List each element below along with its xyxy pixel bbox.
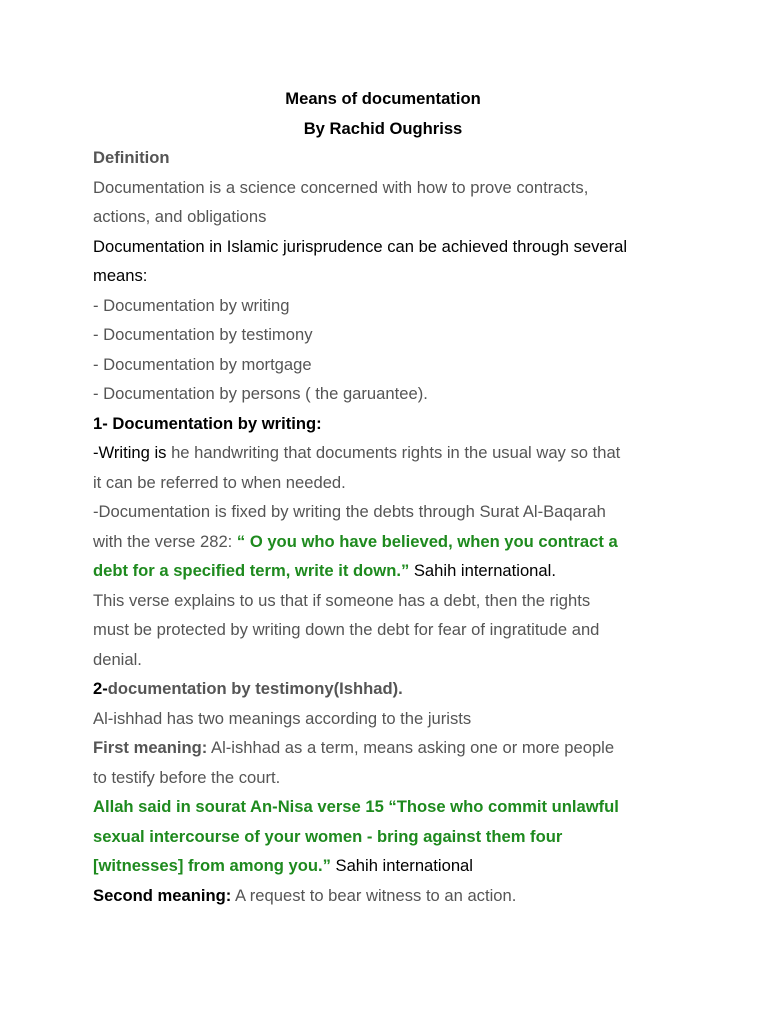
definition-heading: Definition xyxy=(93,148,170,167)
document-author: By Rachid Oughriss xyxy=(303,118,463,138)
section-1-heading: 1- Documentation by writing: xyxy=(93,413,322,433)
nisa-verse-line-3 xyxy=(93,851,683,881)
verse-282-source: Sahih international. xyxy=(409,561,556,580)
section-2-title: documentation by testimony(Ishhad). xyxy=(107,679,403,698)
definition-text-line-1: Documentation is a science concerned with how to prove contracts, xyxy=(93,177,589,197)
ishhad-intro: Al-ishhad has two meanings according to the jurists xyxy=(93,708,472,728)
means-list-item: - Documentation by mortgage xyxy=(93,354,312,374)
document-page xyxy=(93,84,683,910)
section-2-number: 2- xyxy=(93,679,108,698)
means-list-item: - Documentation by writing xyxy=(93,295,290,315)
first-meaning-line-1 xyxy=(93,733,683,763)
nisa-verse-line-1: Allah said in sourat An-Nisa verse 15 “Those who commit unlawful xyxy=(93,797,619,816)
fixed-by-writing-line-1: -Documentation is fixed by writing the debts through Surat Al-Baqarah xyxy=(93,502,606,521)
writing-prefix: -Writing is xyxy=(93,443,167,462)
first-meaning-label: First meaning: xyxy=(93,738,208,757)
writing-definition-line-2: it can be referred to when needed. xyxy=(93,472,346,492)
verse-explanation-line-3: denial. xyxy=(93,649,142,669)
second-meaning-label: Second meaning: xyxy=(93,885,232,905)
first-meaning-text: Al-ishhad as a term, means asking one or more people xyxy=(207,738,615,757)
writing-definition-rest: he handwriting that documents rights in the usual way so that xyxy=(166,443,621,462)
fixed-by-writing-line-2 xyxy=(93,527,683,557)
nisa-verse-source: Sahih international xyxy=(330,856,473,875)
section-2-heading xyxy=(93,674,683,704)
second-meaning-line xyxy=(93,881,683,911)
verse-282-line-2 xyxy=(93,556,683,586)
verse-reference-prefix: with the verse 282: xyxy=(93,531,237,551)
writing-definition-line-1 xyxy=(93,438,683,468)
definition-text-line-2: actions, and obligations xyxy=(93,207,267,226)
verse-282-quote-part-1: “ O you who have believed, when you contract a xyxy=(236,531,618,551)
means-list-item: - Documentation by persons ( the garuantee). xyxy=(93,384,428,403)
first-meaning-line-2: to testify before the court. xyxy=(93,767,281,787)
verse-282-quote-part-2: debt for a specified term, write it down.” xyxy=(93,561,410,580)
means-intro-line-1: Documentation in Islamic jurisprudence can be achieved through several xyxy=(93,236,628,256)
nisa-verse-line-2: sexual intercourse of your women - bring against them four xyxy=(93,826,563,846)
verse-explanation-line-2: must be protected by writing down the debt for fear of ingratitude and xyxy=(93,620,600,639)
means-list-item: - Documentation by testimony xyxy=(93,325,313,344)
verse-explanation-line-1: This verse explains to us that if someone has a debt, then the rights xyxy=(93,590,591,610)
second-meaning-text: A request to bear witness to an action. xyxy=(231,885,517,905)
means-intro-line-2: means: xyxy=(93,266,148,285)
nisa-verse-quote-end: [witnesses] from among you.” xyxy=(93,856,331,875)
document-title: Means of documentation xyxy=(285,89,481,108)
